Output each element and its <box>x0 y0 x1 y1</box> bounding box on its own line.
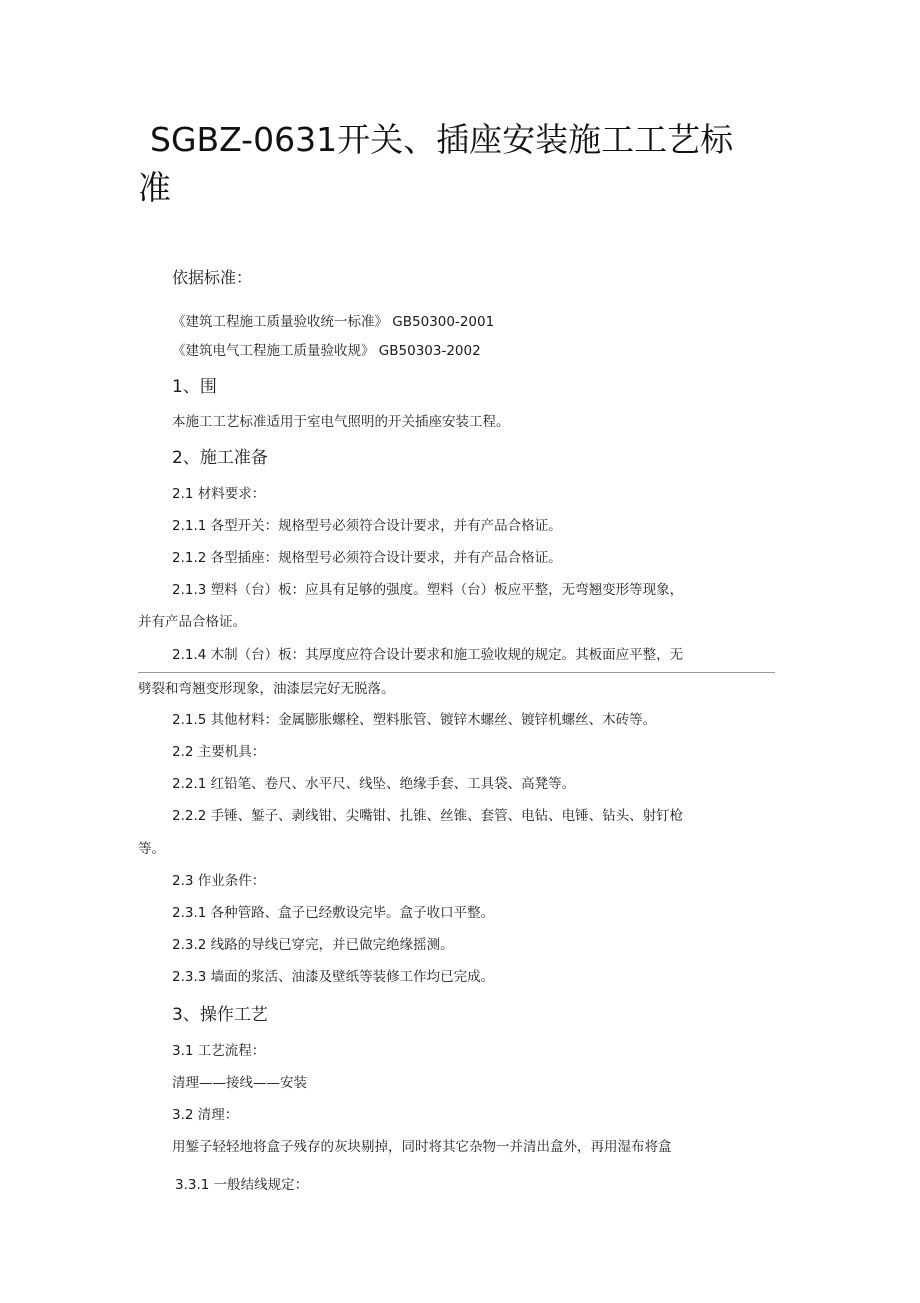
section-2-3: 2.3 作业条件： <box>172 873 266 889</box>
section-2-1-4: 2.1.4 木制（台）板：其厚度应符合设计要求和施工验收规的规定。其板面应平整，无 <box>172 647 684 663</box>
section-2-1-2: 2.1.2 各型插座：规格型号必须符合设计要求，并有产品合格证。 <box>172 550 562 566</box>
section-2-1-3: 2.1.3 塑料（台）板：应具有足够的强度。塑料（台）板应平整，无弯翘变形等现象， <box>172 582 684 598</box>
section-2-2-1: 2.2.1 红铅笔、卷尺、水平尺、线坠、绝缘手套、工具袋、高凳等。 <box>172 776 576 792</box>
section-2-1-1: 2.1.1 各型开关：规格型号必须符合设计要求，并有产品合格证。 <box>172 518 562 534</box>
section-2-1-4-cont: 劈裂和弯翘变形现象，油漆层完好无脱落。 <box>138 681 395 697</box>
section-3-1-text: 清理——接线——安装 <box>172 1075 307 1091</box>
section-1-text: 本施工工艺标准适用于室电气照明的开关插座安装工程。 <box>172 414 510 430</box>
page-divider <box>138 672 775 673</box>
section-2-1-5: 2.1.5 其他材料：金属膨胀螺栓、塑料胀管、镀锌木螺丝、镀锌机螺丝、木砖等。 <box>172 712 657 728</box>
reference-1: 《建筑工程施工质量验收统一标准》 GB50300-2001 <box>172 314 495 330</box>
reference-2: 《建筑电气工程施工质量验收规》 GB50303-2002 <box>172 343 481 359</box>
basis-heading: 依据标准： <box>172 268 253 287</box>
section-2-3-3: 2.3.3 墙面的浆活、油漆及壁纸等装修工作均已完成。 <box>172 969 495 985</box>
section-3-3-1: 3.3.1 一般结线规定： <box>175 1177 309 1193</box>
section-3-heading: 3、操作工艺 <box>172 1005 268 1025</box>
section-2-heading: 2、施工准备 <box>172 448 268 468</box>
section-2-3-1: 2.3.1 各种管路、盒子已经敷设完毕。盒子收口平整。 <box>172 905 495 921</box>
section-2-2-2: 2.2.2 手锤、錾子、剥线钳、尖嘴钳、扎锥、丝锥、套管、电钻、电锤、钻头、射钉枪 <box>172 808 684 824</box>
section-2-1-3-cont: 并有产品合格证。 <box>138 614 246 630</box>
document-title-line-2: 准 <box>138 168 171 207</box>
section-1-heading: 1、围 <box>172 377 217 397</box>
section-3-2-text: 用錾子轻轻地将盒子残存的灰块剔掉，同时将其它杂物一并清出盒外，再用湿布将盒 <box>172 1139 672 1155</box>
section-3-2: 3.2 清理： <box>172 1107 239 1123</box>
section-3-1: 3.1 工艺流程： <box>172 1043 266 1059</box>
section-2-1: 2.1 材料要求： <box>172 486 266 502</box>
section-2-2-2-cont: 等。 <box>138 841 165 857</box>
section-2-3-2: 2.3.2 线路的导线已穿完，并已做完绝缘摇测。 <box>172 937 454 953</box>
section-2-2: 2.2 主要机具： <box>172 744 266 760</box>
document-title-line-1: SGBZ-0631开关、插座安装施工工艺标 <box>150 120 734 159</box>
